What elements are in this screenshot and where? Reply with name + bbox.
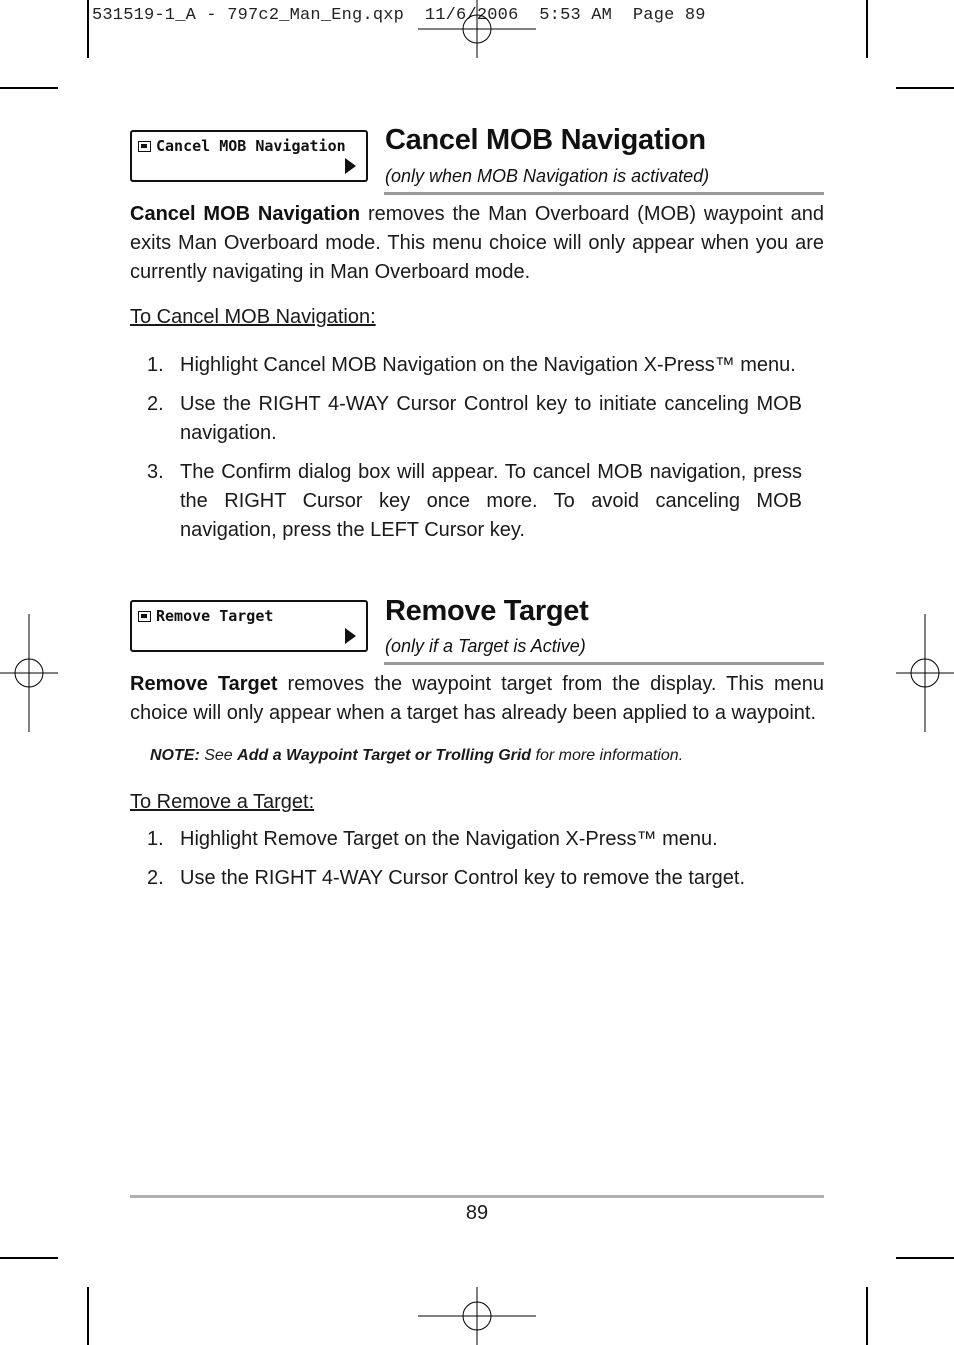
right-arrow-icon — [345, 158, 356, 174]
section-title: Cancel MOB Navigation — [385, 124, 706, 156]
section-divider — [384, 662, 824, 665]
section-description — [130, 670, 824, 728]
registration-mark-top — [418, 0, 536, 58]
step-text: Highlight Remove Target on the Navigation X-Press™ menu. — [180, 828, 718, 850]
target-icon — [138, 611, 151, 622]
menu-item-label — [138, 607, 273, 625]
footer-divider — [130, 1195, 824, 1198]
note-label: NOTE: — [150, 747, 200, 764]
step-text: The Confirm dialog box will appear. To cancel MOB navigation, press the RIGHT Cursor key once more. To avoid canceling MOB navigation, press the LEFT Cursor key. — [180, 461, 802, 541]
procedure-title: To Remove a Target: — [130, 791, 315, 813]
procedure-step — [147, 390, 802, 448]
crop-mark — [0, 87, 58, 89]
note-see: See — [199, 747, 238, 764]
note-text: for more information. — [531, 747, 684, 764]
procedure-step — [147, 825, 802, 854]
step-text: Use the RIGHT 4-WAY Cursor Control key to initiate canceling MOB navigation. — [180, 393, 802, 444]
step-text: Highlight Cancel MOB Navigation on the Navigation X-Press™ menu. — [180, 354, 796, 376]
remove-target-menu-item — [130, 600, 368, 652]
menu-label-text: Cancel MOB Navigation — [156, 137, 346, 155]
menu-item-label — [138, 137, 346, 155]
registration-mark-left — [0, 614, 58, 732]
crop-mark — [87, 0, 89, 58]
registration-mark-bottom — [418, 1287, 536, 1345]
crop-mark — [896, 1257, 954, 1259]
note — [150, 747, 683, 765]
menu-label-text: Remove Target — [156, 607, 274, 625]
right-arrow-icon — [345, 628, 356, 644]
note-reference: Add a Waypoint Target or Trolling Grid — [237, 747, 532, 764]
section-subtitle: (only when MOB Navigation is activated) — [385, 166, 710, 186]
step-number: 3. — [147, 461, 164, 483]
description-term: Cancel MOB Navigation — [130, 203, 361, 225]
page-number: 89 — [465, 1202, 489, 1224]
step-number: 1. — [147, 828, 164, 850]
registration-mark-right — [896, 614, 954, 732]
crop-mark — [0, 1257, 58, 1259]
mob-icon — [138, 141, 151, 152]
description-text: removes the Man Overboard (MOB) waypoint and exits Man Overboard mode. This menu choice will only appear when you are currently navigating in Man Overboard mode. — [130, 203, 824, 283]
crop-mark — [896, 87, 954, 89]
section-description — [130, 200, 824, 287]
procedure-step — [147, 458, 802, 545]
section-divider — [384, 192, 824, 195]
procedure-title: To Cancel MOB Navigation: — [130, 306, 376, 328]
crop-mark — [866, 1287, 868, 1345]
section-title: Remove Target — [385, 595, 589, 627]
procedure-step — [147, 351, 802, 380]
section-subtitle: (only if a Target is Active) — [385, 636, 586, 656]
description-text: removes the waypoint target from the display. This menu choice will only appear when a target has already been applied to a waypoint. — [130, 673, 824, 724]
step-number: 2. — [147, 393, 164, 415]
procedure-step — [147, 864, 802, 893]
crop-mark — [87, 1287, 89, 1345]
description-term: Remove Target — [130, 673, 278, 695]
step-text: Use the RIGHT 4-WAY Cursor Control key to remove the target. — [180, 867, 746, 889]
step-number: 2. — [147, 867, 164, 889]
crop-mark — [866, 0, 868, 58]
cancel-mob-menu-item — [130, 130, 368, 182]
print-slug: 531519-1_A - 797c2_Man_Eng.qxp 11/6/2006 5:53 AM Page 89 — [92, 6, 706, 25]
step-number: 1. — [147, 354, 164, 376]
